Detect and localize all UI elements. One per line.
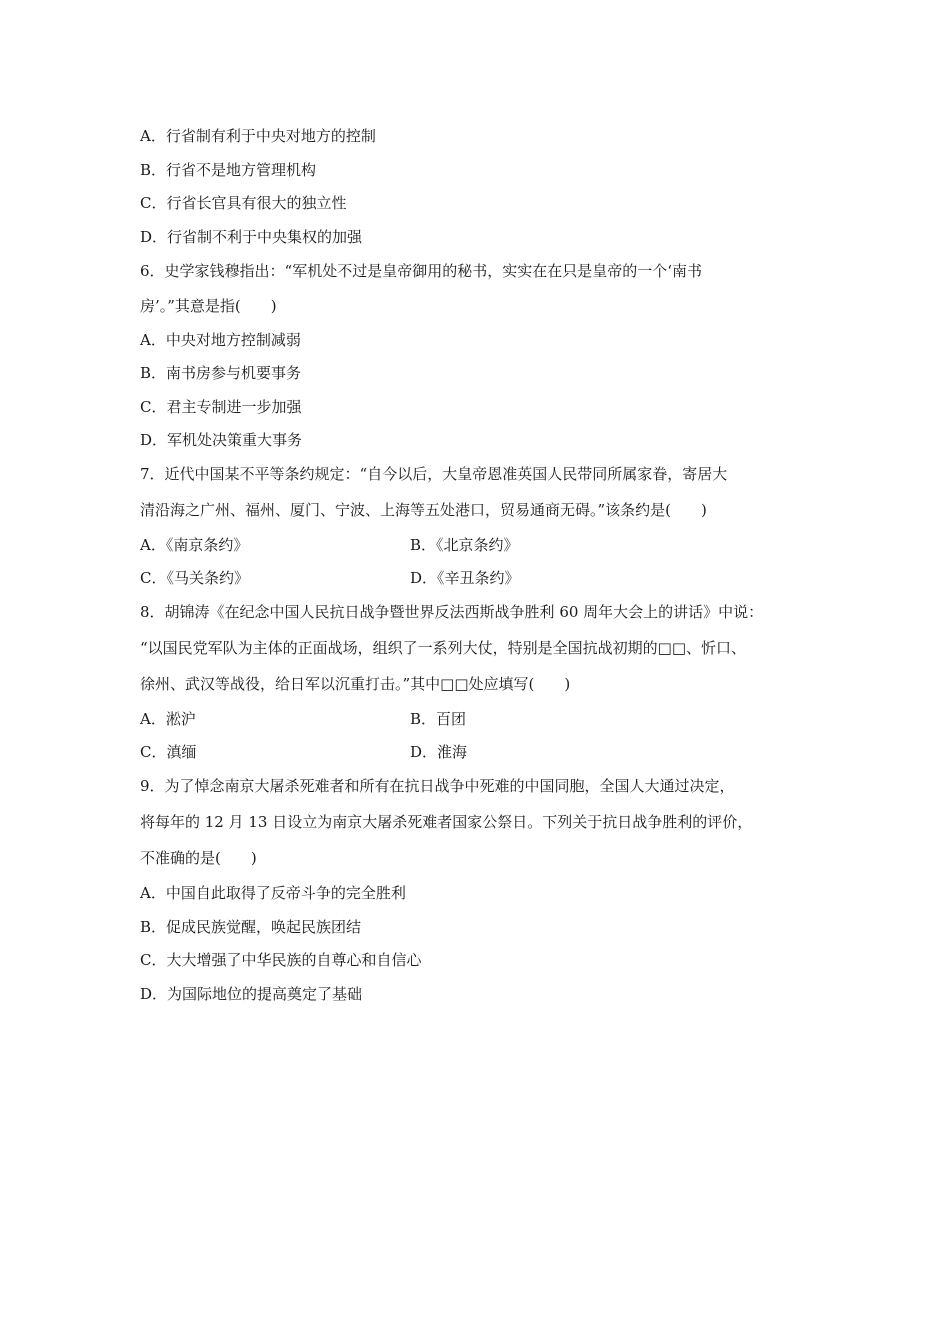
q5-option-b: B．行省不是地方管理机构 xyxy=(140,161,317,179)
q8-stem-line1: 8．胡锦涛《在纪念中国人民抗日战争暨世界反法西斯战争胜利 60 周年大会上的讲话》中说： xyxy=(140,603,764,621)
q7-option-c: C．《马关条约》 xyxy=(140,569,249,587)
q7-option-a: A．《南京条约》 xyxy=(140,536,249,554)
q7-option-b: B．《北京条约》 xyxy=(410,536,519,554)
q6-option-d: D．军机处决策重大事务 xyxy=(140,431,303,449)
q8-option-b: B．百团 xyxy=(410,710,467,728)
q9-stem-line1: 9．为了悼念南京大屠杀死难者和所有在抗日战争中死难的中国同胞，全国人大通过决定， xyxy=(140,777,735,795)
q9-option-c: C．大大增强了中华民族的自尊心和自信心 xyxy=(140,951,422,969)
q6-option-b: B．南书房参与机要事务 xyxy=(140,364,302,382)
q7-option-d: D．《辛丑条约》 xyxy=(410,569,520,587)
q7-stem-line1: 7．近代中国某不平等条约规定：“自今以后，大皇帝恩准英国人民带同所属家眷，寄居大 xyxy=(140,465,728,483)
q8-option-a: A．淞沪 xyxy=(140,710,196,728)
q6-option-a: A．中央对地方控制减弱 xyxy=(140,331,301,349)
q6-stem-line2: 房’。”其意是指( ) xyxy=(140,297,277,315)
q9-option-d: D．为国际地位的提高奠定了基础 xyxy=(140,985,363,1003)
q8-stem-line2: “以国民党军队为主体的正面战场，组织了一系列大仗，特别是全国抗战初期的□□、忻口、 xyxy=(140,639,747,657)
q8-option-c: C．滇缅 xyxy=(140,743,197,761)
q8-stem-line3: 徐州、武汉等战役，给日军以沉重打击。”其中□□处应填写( ) xyxy=(140,675,571,693)
q9-stem-line2: 将每年的 12 月 13 日设立为南京大屠杀死难者国家公祭日。下列关于抗日战争胜利的评价， xyxy=(140,813,753,831)
q9-option-b: B．促成民族觉醒，唤起民族团结 xyxy=(140,918,362,936)
q5-option-a: A．行省制有利于中央对地方的控制 xyxy=(140,127,376,145)
q5-option-d: D．行省制不利于中央集权的加强 xyxy=(140,228,363,246)
q7-stem-line2: 清沿海之广州、福州、厦门、宁波、上海等五处港口，贸易通商无碍。”该条约是( ) xyxy=(140,501,707,519)
q5-option-c: C．行省长官具有很大的独立性 xyxy=(140,194,347,212)
q6-option-c: C．君主专制进一步加强 xyxy=(140,398,302,416)
q6-stem-line1: 6．史学家钱穆指出：“军机处不过是皇帝御用的秘书，实实在在只是皇帝的一个‘南书 xyxy=(140,262,702,280)
q9-stem-line3: 不准确的是( ) xyxy=(140,849,257,867)
q9-option-a: A．中国自此取得了反帝斗争的完全胜利 xyxy=(140,884,406,902)
q8-option-d: D．淮海 xyxy=(410,743,468,761)
